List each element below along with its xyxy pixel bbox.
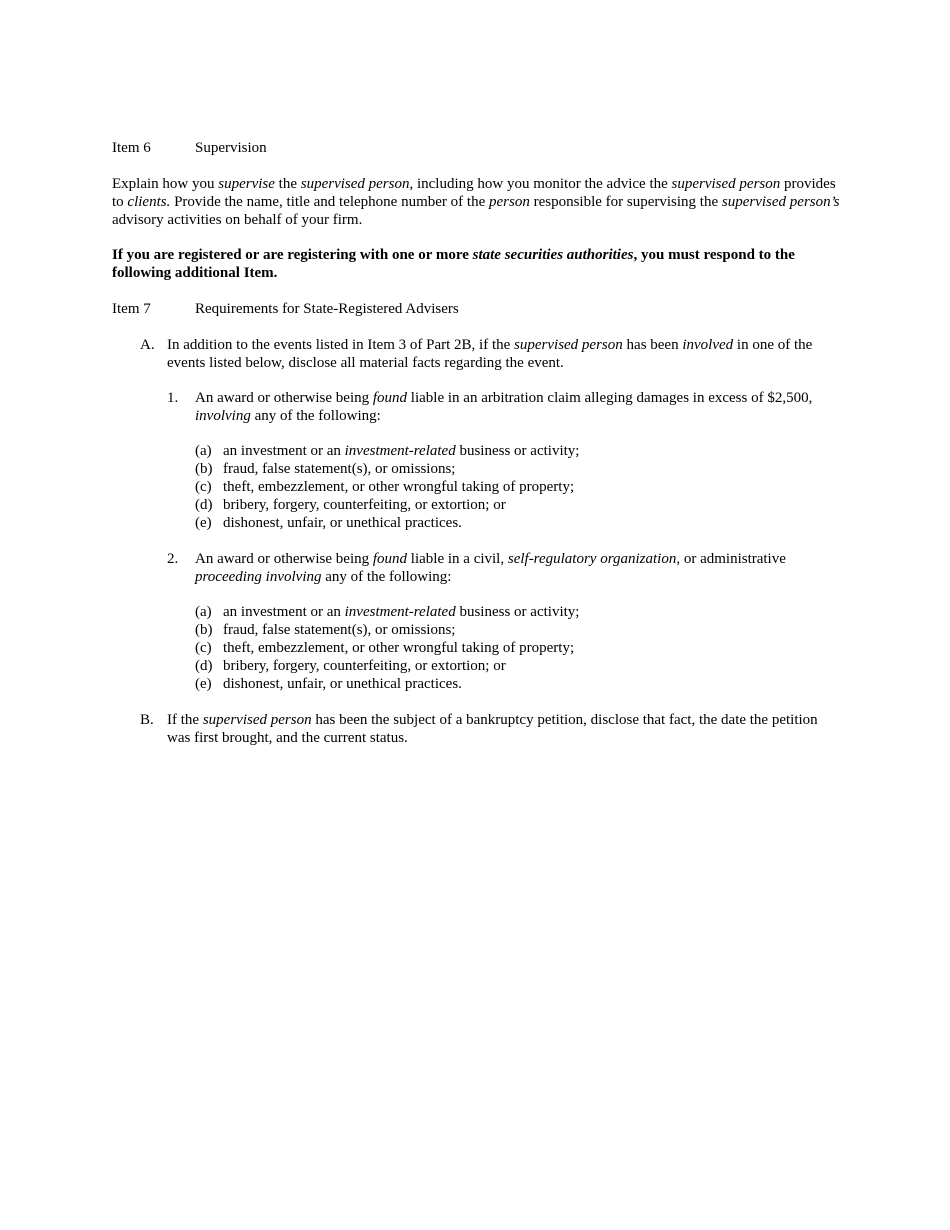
text-run: , you must respond to the following additional Item. [112, 247, 795, 281]
italic-term: self-regulatory organization [507, 551, 677, 567]
text-run: the [274, 176, 301, 192]
italic-term: person [488, 194, 530, 210]
sub-item-text [223, 479, 574, 495]
item-number: Item 7 [112, 301, 151, 317]
text-run: responsible for supervising the [529, 194, 722, 210]
text-run: bribery, forgery, counterfeiting, or extortion; or [223, 497, 506, 513]
text-run: advisory activities on behalf of your firm. [112, 212, 363, 228]
sub-list-item [195, 639, 579, 657]
sub-list-item [195, 621, 579, 639]
sub-list-item [195, 675, 579, 693]
sub-item-label: (d) [195, 658, 213, 674]
text-run: fraud, false statement(s), or omissions; [223, 622, 456, 638]
text-run: , including how you monitor the advice the [409, 176, 672, 192]
italic-term: clients. [127, 194, 171, 210]
text-run: any of the following: [321, 569, 452, 585]
sub-item-text [223, 622, 455, 638]
sub-list-1 [195, 442, 579, 532]
text-run: has been [622, 337, 683, 353]
item-6-heading [112, 139, 267, 157]
list-item-1 [167, 389, 840, 425]
sub-item-label: (d) [195, 497, 213, 513]
sub-item-text [223, 497, 506, 513]
italic-term: supervised person [202, 712, 312, 728]
text-run: In addition to the events listed in Item 3 of Part 2B, if the [167, 337, 515, 353]
text-run: liable in an arbitration claim alleging damages in excess of $2,500, [407, 390, 813, 406]
item-text [195, 550, 840, 586]
item-number: Item 6 [112, 140, 151, 156]
italic-term: supervised person [514, 337, 623, 353]
text-run: dishonest, unfair, or unethical practices. [223, 676, 462, 692]
text-run: An award or otherwise being [195, 551, 373, 567]
section-a [140, 336, 840, 372]
italic-term: supervised person’s [721, 194, 840, 210]
item-text [195, 389, 840, 425]
item-7-heading [112, 300, 459, 318]
sub-item-label: (c) [195, 640, 212, 656]
italic-term: supervised person [300, 176, 410, 192]
italic-term: found [372, 551, 408, 567]
sub-list-item [195, 603, 579, 621]
text-run: theft, embezzlement, or other wrongful taking of property; [223, 479, 575, 495]
sub-list-item [195, 657, 579, 675]
text-run: an investment or an [223, 604, 345, 620]
sub-item-text [223, 640, 574, 656]
sub-item-text [223, 515, 462, 531]
sub-list-item [195, 460, 579, 478]
section-text [167, 336, 840, 372]
sub-item-text [223, 658, 506, 674]
italic-term: supervised person [671, 176, 781, 192]
sub-list-item [195, 514, 579, 532]
text-run: liable in a civil, [407, 551, 508, 567]
item-label: 1. [167, 390, 179, 406]
sub-list-2 [195, 603, 579, 693]
sub-item-text [223, 443, 579, 459]
text-run: business or activity; [455, 604, 580, 620]
italic-term: investment-related [344, 443, 456, 459]
italic-term: found [372, 390, 408, 406]
sub-item-label: (b) [195, 622, 213, 638]
italic-term: state securities authorities [472, 247, 634, 263]
text-run: has been the subject of a bankruptcy petition, disclose that fact, the date the petition was first brought, and the current status. [167, 712, 818, 746]
item-label: 2. [167, 551, 179, 567]
text-run: business or activity; [455, 443, 580, 459]
section-label: A. [140, 337, 155, 353]
item-title: Supervision [195, 140, 267, 156]
state-registration-notice [112, 246, 840, 282]
section-b [140, 711, 840, 747]
sub-item-text [223, 676, 462, 692]
item-6-body [112, 175, 840, 229]
text-run: in one of the events listed below, disclose all material facts regarding the event. [167, 337, 813, 371]
text-run: bribery, forgery, counterfeiting, or extortion; or [223, 658, 506, 674]
italic-term: investment-related [344, 604, 456, 620]
sub-item-text [223, 461, 455, 477]
section-label: B. [140, 712, 154, 728]
text-run: If you are registered or are registering with one or more [112, 247, 473, 263]
sub-item-text [223, 604, 579, 620]
text-run: provides to [112, 176, 836, 210]
sub-item-label: (e) [195, 515, 212, 531]
list-item-2 [167, 550, 840, 586]
text-run: an investment or an [223, 443, 345, 459]
text-run: dishonest, unfair, or unethical practices. [223, 515, 462, 531]
item-title: Requirements for State-Registered Advisers [195, 301, 459, 317]
sub-list-item [195, 496, 579, 514]
italic-term: involved [682, 337, 734, 353]
text-run: fraud, false statement(s), or omissions; [223, 461, 456, 477]
text-run: Provide the name, title and telephone number of the [170, 194, 489, 210]
text-run: Explain how you [112, 176, 219, 192]
sub-list-item [195, 442, 579, 460]
sub-list-item [195, 478, 579, 496]
italic-term: proceeding involving [195, 569, 322, 585]
text-run: An award or otherwise being [195, 390, 373, 406]
text-run: If the [167, 712, 203, 728]
italic-term: involving [195, 408, 251, 424]
text-run: theft, embezzlement, or other wrongful taking of property; [223, 640, 575, 656]
sub-item-label: (b) [195, 461, 213, 477]
italic-term: supervise [218, 176, 275, 192]
sub-item-label: (a) [195, 604, 212, 620]
sub-item-label: (e) [195, 676, 212, 692]
text-run: , or administrative [676, 551, 786, 567]
sub-item-label: (c) [195, 479, 212, 495]
section-text [167, 711, 840, 747]
sub-item-label: (a) [195, 443, 212, 459]
text-run: any of the following: [250, 408, 381, 424]
